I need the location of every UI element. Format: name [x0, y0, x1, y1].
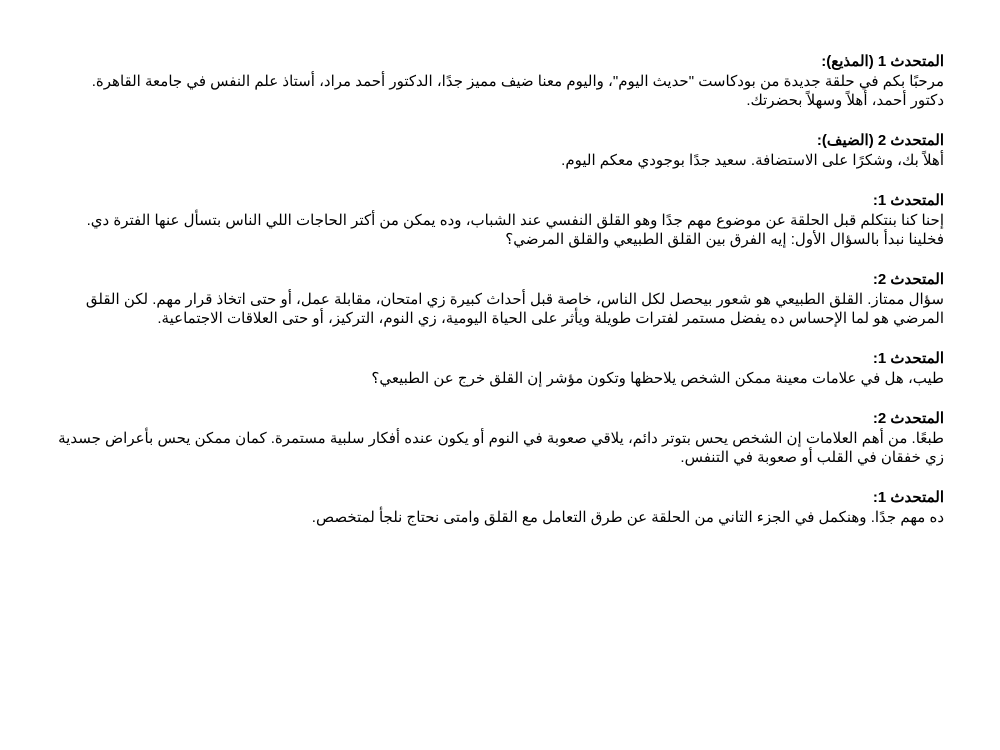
speech-text: طبعًا. من أهم العلامات إن الشخص يحس بتوتر دائم، يلاقي صعوبة في النوم أو يكون عنده أفكار سلبية مستمرة. كمان ممكن يحس بأعراض جسدية زي خفقان في القلب أو صعوبة في التنفس. — [58, 430, 944, 466]
transcript-turn — [58, 488, 944, 527]
transcript-turn — [58, 191, 944, 249]
speaker-label: المتحدث 1 (المذيع): — [821, 53, 944, 70]
transcript-turn — [58, 349, 944, 388]
speaker-label: المتحدث 2: — [872, 410, 944, 427]
speaker-label: المتحدث 1: — [872, 350, 944, 367]
speech-text: ده مهم جدًا. وهنكمل في الجزء التاني من الحلقة عن طرق التعامل مع القلق وامتى نحتاج نلجأ لمتخصص. — [311, 509, 944, 526]
speaker-label: المتحدث 1: — [872, 489, 944, 506]
speech-text: أهلاً بك، وشكرًا على الاستضافة. سعيد جدًا بوجودي معكم اليوم. — [561, 152, 944, 169]
transcript-turn — [58, 270, 944, 328]
document-page — [58, 52, 944, 548]
transcript-turn — [58, 409, 944, 467]
speech-text[interactable]: إحنا كنا بنتكلم قبل الحلقة عن موضوع مهم جدًا وهو القلق النفسي عند الشباب، وده يمكن من أكتر الحاجات اللي الناس بتسأل عنها الفترة دي. فخلينا نبدأ بالسؤال الأول: إيه الفرق بين القلق الطبيعي والقلق المرضي؟ — [86, 212, 944, 248]
speaker-label: المتحدث 2 (الضيف): — [816, 132, 944, 149]
speech-text: مرحبًا بكم في حلقة جديدة من بودكاست "حديث اليوم"، واليوم معنا ضيف مميز جدًا، الدكتور أحمد مراد، أستاذ علم النفس في جامعة القاهرة. دكتور أحمد، أهلاً وسهلاً بحضرتك. — [91, 73, 944, 109]
speaker-label: المتحدث 2: — [872, 271, 944, 288]
speech-text: طيب، هل في علامات معينة ممكن الشخص يلاحظها وتكون مؤشر إن القلق خرج عن الطبيعي؟ — [371, 370, 944, 387]
speech-text: سؤال ممتاز. القلق الطبيعي هو شعور بيحصل لكل الناس، خاصة قبل أحداث كبيرة زي امتحان، مقابلة عمل، أو حتى اتخاذ قرار مهم. لكن القلق المرضي هو لما الإحساس ده يفضل مستمر لفترات طويلة ويأثر على الحياة اليومية، زي النوم، التركيز، أو حتى العلاقات الاجتماعية. — [85, 291, 944, 327]
transcript-turn — [58, 131, 944, 170]
speaker-label: المتحدث 1: — [872, 192, 944, 209]
transcript-turn — [58, 52, 944, 110]
